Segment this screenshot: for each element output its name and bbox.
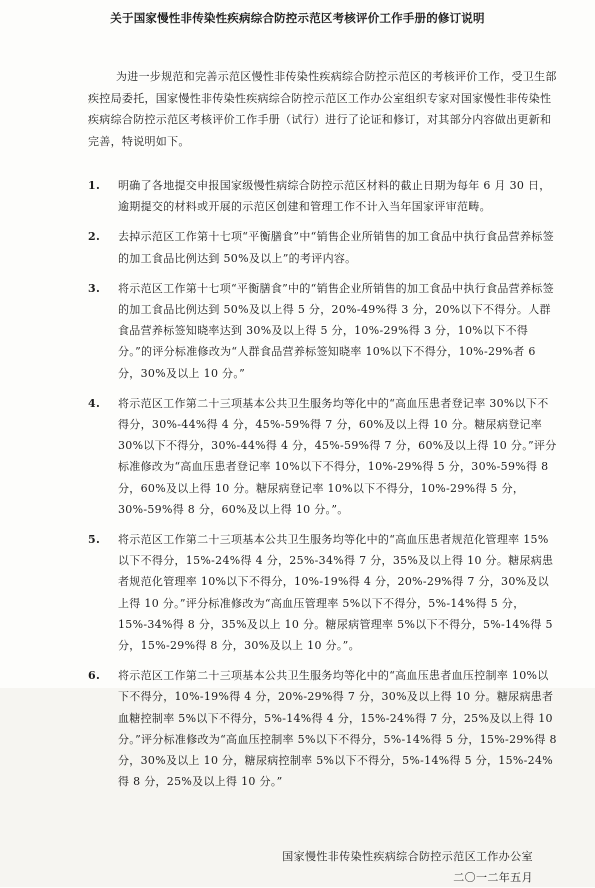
signature-block (282, 846, 533, 888)
list-item (88, 529, 558, 656)
document-title: 关于国家慢性非传染性疾病综合防控示范区考核评价工作手册的修订说明 (110, 11, 485, 25)
list-item (88, 226, 558, 268)
item-number: 2. (88, 230, 101, 244)
list-item (88, 278, 558, 384)
list-item (88, 175, 558, 217)
list-item (88, 665, 558, 792)
list-item (88, 393, 558, 520)
item-text: 将示范区工作第二十三项基本公共卫生服务均等化中的“高血压患者规范化管理率 15%以下不得分，15%-24%得 4 分，25%-34%得 7 分，35%及以上得 10 分。糖尿病患者规范化管理率 10%以下不得分，10%-19%得 4 分，20%-29%得 7 分，30%及以上得 10 分。”评分标准修改为“高血压管理率 5%以下不得分，5%-14%得 5 分，15%-34%得 8 分，35%及以上 10 分。糖尿病管理率 5%以下不得分，5%-14%得 5 分，15%-29%得 8 分，30%及以上 10 分。”。 (118, 533, 554, 653)
intro-paragraph: 为进一步规范和完善示范区慢性非传染性疾病综合防控示范区的考核评价工作，受卫生部疾控局委托，国家慢性非传染性疾病综合防控示范区工作办公室组织专家对国家慢性非传染性疾病综合防控示范区考核评价工作手册（试行）进行了论证和修订，对其部分内容做出更新和完善，特说明如下。 (88, 70, 557, 148)
revision-list (88, 175, 558, 801)
item-number: 6. (88, 669, 101, 683)
signature-org: 国家慢性非传染性疾病综合防控示范区工作办公室 (282, 850, 533, 863)
item-number: 4. (88, 396, 101, 410)
item-text: 明确了各地提交申报国家级慢性病综合防控示范区材料的截止日期为每年 6 月 30 日，逾期提交的材料或开展的示范区创建和管理工作不计入当年国家评审范畴。 (118, 179, 551, 214)
item-text: 将示范区工作第十七项“平衡膳食”中的“销售企业所销售的加工食品中执行食品营养标签的加工食品比例达到 50%及以上得 5 分，20%-49%得 3 分，20%以下不得分。人群食品营养标签知晓率达到 30%及以上得 5 分，10%-29%得 3 分，10%以下不得分。”的评分标准修改为“人群食品营养标签知晓率 10%以下不得分，10%-29%者 6 分，30%及以上 10 分。” (118, 281, 554, 380)
item-text: 将示范区工作第二十三项基本公共卫生服务均等化中的“高血压患者血压控制率 10%以下不得分，10%-19%得 4 分，20%-29%得 7 分，30%及以上得 10 分。糖尿病患者血糖控制率 5%以下不得分，5%-14%得 4 分，15%-24%得 7 分，25%及以上得 10 分。”评分标准修改为“高血压控制率 5%以下不得分，5%-14%得 5 分，15%-29%得 8 分，30%及以上 10 分，糖尿病控制率 5%以下不得分，5%-14%得 5 分，15%-24%得 8 分，25%及以上得 10 分。” (118, 669, 557, 789)
item-text: 去掉示范区工作第十七项“平衡膳食”中“销售企业所销售的加工食品中执行食品营养标签的加工食品比例达到 50%及以上”的考评内容。 (118, 230, 554, 265)
item-number: 1. (88, 179, 101, 192)
signature-date: 二〇一二年五月 (453, 871, 533, 884)
item-text: 将示范区工作第二十三项基本公共卫生服务均等化中的“高血压患者登记率 30%以下不得分，30%-44%得 4 分，45%-59%得 7 分，60%及以上得 10 分。糖尿病登记率 30%以下不得分，30%-44%得 4 分，45%-59%得 7 分，60%及以上得 10 分。”评分标准修改为“高血压患者登记率 10%以下不得分，10%-29%得 5 分，30%-59%得 8 分，60%及以上得 10 分。糖尿病登记率 10%以下不得分，10%-29%得 5 分，30%-59%得 8 分，60%及以上得 10 分。”。 (118, 396, 557, 516)
item-number: 3. (88, 281, 101, 295)
item-number: 5. (88, 533, 101, 547)
